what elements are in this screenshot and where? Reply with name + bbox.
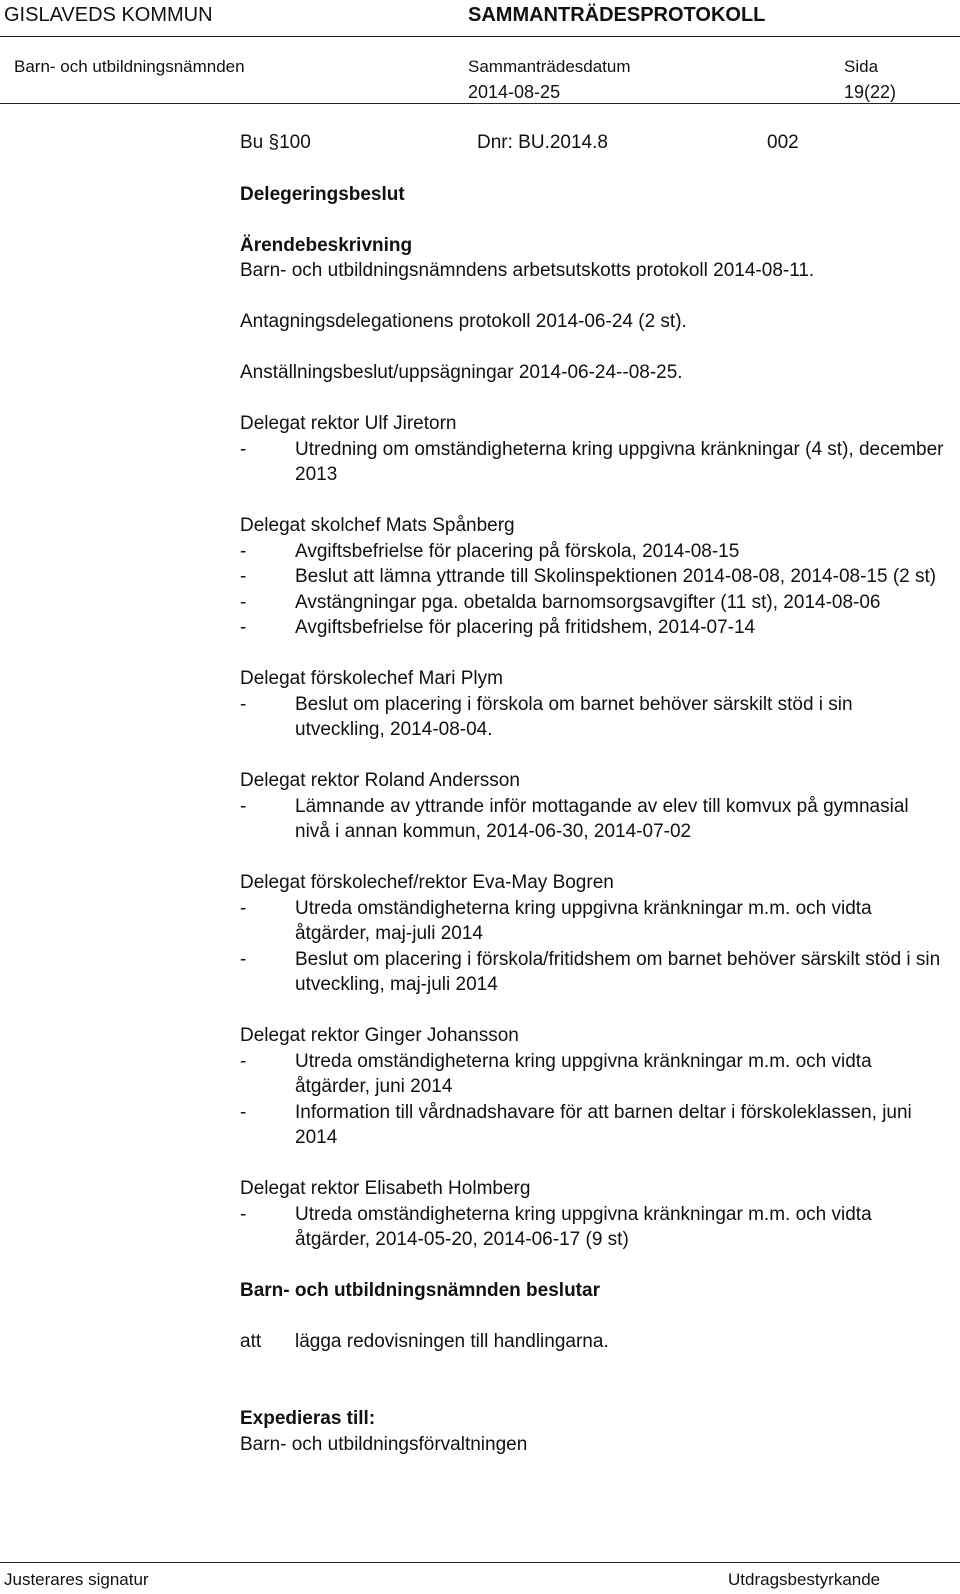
delegate-block [240, 666, 945, 743]
header-rule-top [0, 36, 960, 37]
list-dash: - [240, 591, 247, 613]
list-item [240, 539, 945, 565]
list-dash: - [240, 1101, 247, 1123]
signature-label: Justerares signatur [4, 1570, 149, 1589]
meeting-date-label: Sammanträdesdatum [468, 57, 631, 76]
meeting-date: 2014-08-25 [468, 82, 561, 102]
list-item [240, 1100, 945, 1151]
list-item-text: Avgiftsbefrielse för placering på förskola, 2014-08-15 [295, 540, 740, 562]
delegate-block [240, 1176, 945, 1253]
list-item [240, 1202, 945, 1253]
list-item-text: Utreda omständigheterna kring uppgivna kränkningar m.m. och vidta åtgärder, 2014-05-20, 2014-06-17 (9 st) [295, 1203, 872, 1250]
page-number: 19(22) [844, 82, 897, 102]
delegate-name: Delegat förskolechef Mari Plym [240, 668, 503, 689]
list-dash: - [240, 617, 247, 638]
case-title: Delegeringsbeslut [240, 183, 405, 205]
decision-line [240, 1329, 945, 1355]
list-item [240, 564, 945, 590]
footer-rule [0, 1562, 960, 1563]
list-dash: - [240, 693, 247, 715]
paragraph: Antagningsdelegationens protokoll 2014-06-24 (2 st). [240, 311, 687, 332]
delegate-block [240, 411, 945, 488]
list-dash: - [240, 1203, 247, 1225]
paragraph: Anställningsbeslut/uppsägningar 2014-06-24--08-25. [240, 362, 683, 383]
list-item-text: Information till vårdnadshavare för att barnen deltar i förskoleklassen, juni 2014 [295, 1101, 912, 1148]
dispatch-heading: Expedieras till: [240, 1408, 376, 1429]
list-item-text: Beslut om placering i förskola om barnet behöver särskilt stöd i sin utveckling, 2014-08-04. [295, 693, 853, 740]
delegate-block [240, 513, 945, 641]
list-item [240, 1049, 945, 1100]
list-item-text: Avgiftsbefrielse för placering på fritidshem, 2014-07-14 [295, 617, 756, 638]
board-name: Barn- och utbildningsnämnden [14, 57, 245, 76]
list-dash: - [240, 566, 247, 587]
delegate-name: Delegat rektor Ginger Johansson [240, 1025, 519, 1046]
delegate-name: Delegat förskolechef/rektor Eva-May Bogren [240, 872, 614, 893]
decision-att: att [240, 1331, 262, 1352]
delegate-name: Delegat rektor Roland Andersson [240, 770, 520, 791]
list-dash: - [240, 1050, 247, 1072]
list-dash: - [240, 948, 247, 970]
header-rule-bottom [0, 103, 960, 104]
list-item-text: Utreda omständigheterna kring uppgivna kränkningar m.m. och vidta åtgärder, maj-juli 2014 [295, 897, 872, 944]
paragraph: Barn- och utbildningsnämndens arbetsutskotts protokoll 2014-08-11. [240, 260, 815, 281]
delegate-name: Delegat skolchef Mats Spånberg [240, 515, 515, 536]
list-item [240, 896, 945, 947]
municipality-name: GISLAVEDS KOMMUN [4, 4, 213, 26]
delegate-name: Delegat rektor Elisabeth Holmberg [240, 1178, 531, 1199]
decision-text: lägga redovisningen till handlingarna. [295, 1331, 609, 1352]
document-type: SAMMANTRÄDESPROTOKOLL [468, 4, 766, 26]
dispatch-recipient: Barn- och utbildningsförvaltningen [240, 1433, 528, 1455]
page-label: Sida [844, 57, 879, 76]
protocol-body [240, 130, 945, 1457]
case-code: 002 [767, 132, 799, 153]
list-item [240, 437, 945, 488]
delegate-block [240, 870, 945, 998]
list-item-text: Lämnande av yttrande inför mottagande av elev till komvux på gymnasial nivå i annan kommun, 2014-06-30, 2014-07-02 [295, 795, 909, 842]
decision-heading: Barn- och utbildningsnämnden beslutar [240, 1280, 600, 1301]
diary-number: Dnr: BU.2014.8 [477, 132, 608, 153]
list-dash: - [240, 540, 247, 562]
list-dash: - [240, 795, 247, 817]
list-item [240, 615, 945, 641]
list-item-text: Avstängningar pga. obetalda barnomsorgsavgifter (11 st), 2014-08-06 [295, 591, 881, 613]
list-item-text: Utreda omständigheterna kring uppgivna kränkningar m.m. och vidta åtgärder, juni 2014 [295, 1050, 872, 1097]
delegate-name: Delegat rektor Ulf Jiretorn [240, 413, 457, 434]
certification-label: Utdragsbestyrkande [728, 1570, 881, 1589]
list-item-text: Beslut om placering i förskola/fritidshem om barnet behöver särskilt stöd i sin utveckling, maj-juli 2014 [295, 948, 941, 995]
list-item [240, 947, 945, 998]
delegate-block [240, 1023, 945, 1151]
list-item-text: Beslut att lämna yttrande till Skolinspektionen 2014-08-08, 2014-08-15 (2 st) [295, 566, 937, 587]
list-item [240, 794, 945, 845]
list-dash: - [240, 438, 247, 460]
case-reference-line [240, 130, 945, 156]
list-item [240, 692, 945, 743]
delegate-block [240, 768, 945, 845]
list-dash: - [240, 897, 247, 919]
section-number: Bu §100 [240, 132, 311, 153]
description-heading: Ärendebeskrivning [240, 234, 413, 256]
list-item [240, 590, 945, 616]
list-item-text: Utredning om omständigheterna kring uppgivna kränkningar (4 st), december 2013 [295, 438, 944, 485]
